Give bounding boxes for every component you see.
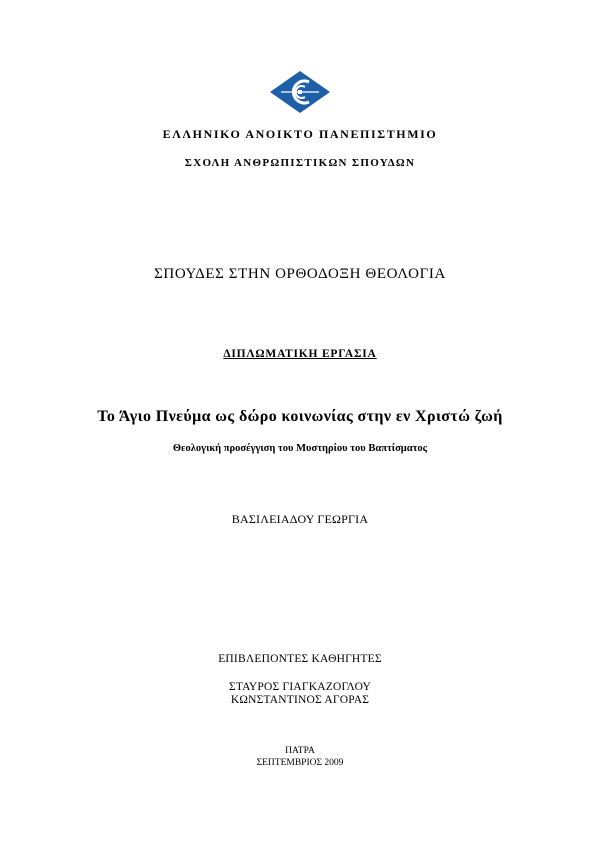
submission-date: ΣΕΠΤΕΜΒΡΙΟΣ 2009	[256, 758, 344, 768]
author-name: ΒΑΣΙΛΕΙΑΔΟΥ ΓΕΩΡΓΙΑ	[231, 512, 369, 526]
city: ΠΑΤΡΑ	[285, 746, 315, 756]
program-name: ΣΠΟΥΔΕΣ ΣΤΗΝ ΟΡΘΟΔΟΞΗ ΘΕΟΛΟΓΙΑ	[154, 266, 446, 282]
university-name: ΕΛΛΗΝΙΚΟ ΑΝΟΙΚΤΟ ΠΑΝΕΠΙΣΤΗΜΙΟ	[162, 127, 438, 141]
thesis-type: ΔΙΠΛΩΜΑΤΙΚΗ ΕΡΓΑΣΙΑ	[223, 348, 377, 360]
supervisor-name: ΣΤΑΥΡΟΣ ΓΙΑΓΚΑΖΟΓΛΟΥ	[228, 681, 372, 693]
supervisor-name: ΚΩΝΣΤΑΝΤΙΝΟΣ ΑΓΟΡΑΣ	[230, 694, 370, 706]
thesis-subtitle: Θεολογική προσέγγιση του Μυστηρίου του Βαπτίσματος	[172, 443, 428, 454]
supervisors-heading: ΕΠΙΒΛΕΠΟΝΤΕΣ ΚΑΘΗΓΗΤΕΣ	[218, 653, 382, 665]
university-logo-icon	[269, 70, 331, 114]
school-name: ΣΧΟΛΗ ΑΝΘΡΩΠΙΣΤΙΚΩΝ ΣΠΟΥΔΩΝ	[184, 157, 416, 169]
thesis-title: Το Άγιο Πνεύμα ως δώρο κοινωνίας στην εν Χριστώ ζωή	[97, 408, 503, 425]
